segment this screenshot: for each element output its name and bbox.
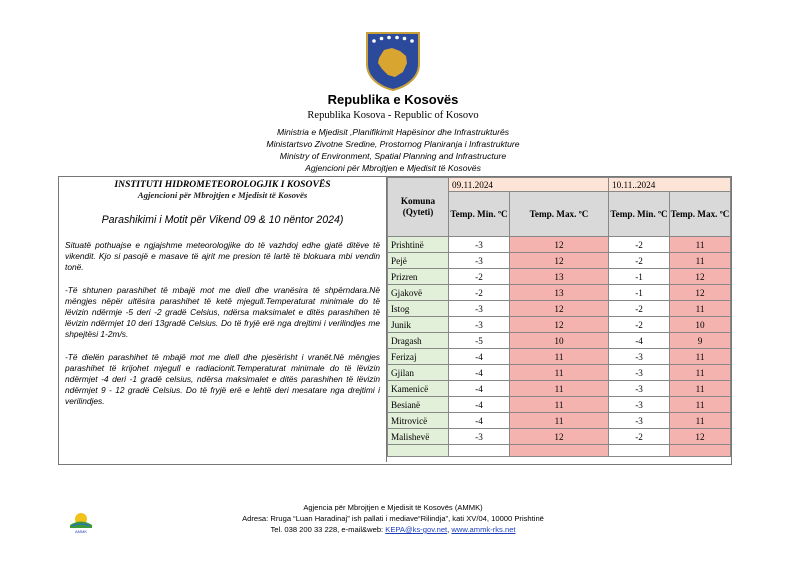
ministry-line-4: Agjencioni për Mbrojtjen e Mjedisit të Kosovës [305,163,481,173]
ministry-line-2: Ministartsvo Zivotne Sredine, Prostornog Planiranja i Infrastrukture [266,139,520,149]
forecast-paragraph-sunday: -Të dielën parashihet të mbajë mot me diell dhe pjesërisht i vranët.Në mëngjes parashihet të krijohet mjegull e radiacionit.Temperaturat minimale do të lëvizin ndërmjet -4 deri -1 gradë celsius, ndërsa maksimalet e ditës parashihen të lëvizin ndërmjet 9 - 12 gradë Celsius. Do të fryjë erë e lehtë deri mesatare nga drejtimi i verilindjes. [65,351,380,407]
day1-min-cell: -3 [449,237,510,253]
day1-max-cell: 11 [510,381,609,397]
city-cell: Dragash [388,333,449,349]
day1-min-cell: -2 [449,269,510,285]
day2-min-cell: -3 [609,397,670,413]
day1-max-cell: 12 [510,237,609,253]
day2-max-cell: 11 [670,413,731,429]
city-cell: Kamenicë [388,381,449,397]
table-row [388,381,731,397]
day2-max-cell: 11 [670,397,731,413]
day2-max-cell: 11 [670,237,731,253]
max-header-day1: Temp. Max. ºC [510,192,609,237]
country-title: Republika e Kosovës [327,92,459,107]
day2-max-cell: 11 [670,349,731,365]
table-row [388,333,731,349]
empty-cell [670,445,731,457]
city-cell: Prishtinë [388,237,449,253]
day2-min-cell: -1 [609,269,670,285]
footer-email-link[interactable]: KEPA@ks-gov.net [385,525,448,534]
ammk-logo-text: AMMK [75,529,87,534]
day2-max-cell: 12 [670,285,731,301]
footer-contact [0,525,786,534]
day1-min-cell: -3 [449,301,510,317]
min-header-day2: Temp. Min. ºC [609,192,670,237]
day1-max-cell: 11 [510,349,609,365]
city-cell: Mitrovicë [388,413,449,429]
table-row [388,349,731,365]
day1-max-cell: 11 [510,413,609,429]
table-row [388,365,731,381]
city-cell: Ferizaj [388,349,449,365]
city-cell: Junik [388,317,449,333]
day2-max-cell: 12 [670,429,731,445]
kosovo-coat-of-arms-icon [362,30,424,92]
city-cell: Besianë [388,397,449,413]
table-row [388,317,731,333]
day1-min-cell: -4 [449,397,510,413]
footer-address: Adresa: Rruga “Luan Haradinaj” ish pallati i mediave“Rilindja”, kati XV/04, 10000 Prishtinë [242,514,544,523]
day2-min-cell: -3 [609,365,670,381]
ministry-line-1: Ministria e Mjedisit ,Planifikimit Hapësinor dhe Infrastrukturës [276,127,510,137]
ministry-line-3: Ministry of Environment, Spatial Planning and Infrastructure [279,151,507,161]
city-cell: Gjakovë [388,285,449,301]
day2-min-cell: -2 [609,429,670,445]
date-header-1: 09.11.2024 [449,178,609,192]
temperature-rows [388,237,731,457]
footer-separator: , [447,525,452,534]
institute-name: INSTITUTI HIDROMETEOROLOGJIK I KOSOVËS [114,179,331,190]
date-header-2: 10.11..2024 [609,178,731,192]
day2-min-cell: -2 [609,237,670,253]
footer-web-link[interactable]: www.ammk-rks.net [451,525,516,534]
komuna-header: Komuna (Qyteti) [388,178,449,237]
day2-min-cell: -2 [609,301,670,317]
forecast-text-panel [59,177,387,462]
city-cell: Pejë [388,253,449,269]
day1-min-cell: -4 [449,365,510,381]
day2-min-cell: -2 [609,253,670,269]
day2-max-cell: 11 [670,253,731,269]
ammk-logo-icon [68,510,94,534]
day1-max-cell: 13 [510,285,609,301]
day2-min-cell: -4 [609,333,670,349]
day2-min-cell: -3 [609,413,670,429]
table-row [388,429,731,445]
day1-min-cell: -3 [449,429,510,445]
day1-max-cell: 12 [510,317,609,333]
table-row [388,269,731,285]
city-cell: Gjilan [388,365,449,381]
table-row-empty [388,445,731,457]
footer-contact-prefix: Tel. 038 200 33 228, e-mail&web: [270,525,386,534]
day1-min-cell: -3 [449,253,510,269]
table-row [388,237,731,253]
agency-name: Agjencioni për Mbrojtjen e Mjedisit të Kosovës [137,190,308,200]
table-row [388,413,731,429]
day1-max-cell: 11 [510,397,609,413]
day2-max-cell: 9 [670,333,731,349]
forecast-paragraph-intro: Situatë pothuajse e ngjajshme meteorologjike do të vazhdoj edhe gjatë ditëve të vikendit. Kjo si pasojë e masave të ajrit me presion të lartë të blokuara mbi vendin tonë. [65,240,380,273]
day2-max-cell: 11 [670,381,731,397]
empty-cell [510,445,609,457]
forecast-paragraph-saturday: -Të shtunen parashihet të mbajë mot me diell dhe vranësira të shpërndara.Në mëngjes nëpër ultësira parashihet të ketë mjegull.Temperaturat minimale do të lëvizin ndërmje -5 deri -2 gradë Celsius, ndërsa maksimalet e ditës parashihen të lëvizin ndërmjet 10 deri 13gradë Celsius. Do të fryjë erë nga drejtimi i verilindjes me shpejtësi 1-2m/s. [65,284,380,340]
day1-max-cell: 12 [510,429,609,445]
day2-min-cell: -2 [609,317,670,333]
day1-max-cell: 10 [510,333,609,349]
day1-min-cell: -5 [449,333,510,349]
day1-min-cell: -4 [449,413,510,429]
max-header-day2: Temp. Max. ºC [670,192,731,237]
day1-max-cell: 13 [510,269,609,285]
empty-cell [609,445,670,457]
day1-max-cell: 11 [510,365,609,381]
country-subtitle: Republika Kosova - Republic of Kosovo [307,110,479,121]
empty-cell [388,445,449,457]
temperature-table [387,177,731,457]
day2-min-cell: -3 [609,381,670,397]
day2-max-cell: 10 [670,317,731,333]
day2-min-cell: -3 [609,349,670,365]
city-cell: Malishevë [388,429,449,445]
day1-min-cell: -3 [449,317,510,333]
table-row [388,285,731,301]
day2-max-cell: 11 [670,365,731,381]
day2-min-cell: -1 [609,285,670,301]
day1-max-cell: 12 [510,301,609,317]
day2-max-cell: 12 [670,269,731,285]
empty-cell [449,445,510,457]
day2-max-cell: 11 [670,301,731,317]
day1-min-cell: -4 [449,349,510,365]
city-cell: Istog [388,301,449,317]
table-row [388,397,731,413]
min-header-day1: Temp. Min. ºC [449,192,510,237]
day1-max-cell: 12 [510,253,609,269]
table-row [388,253,731,269]
city-cell: Prizren [388,269,449,285]
footer-agency: Agjencia për Mbrojtjen e Mjedisit të Kosovës (AMMK) [303,503,483,512]
forecast-title: Parashikimi i Motit për Vikend 09 & 10 nëntor 2024) [101,214,344,226]
day1-min-cell: -2 [449,285,510,301]
table-row [388,301,731,317]
day1-min-cell: -4 [449,381,510,397]
